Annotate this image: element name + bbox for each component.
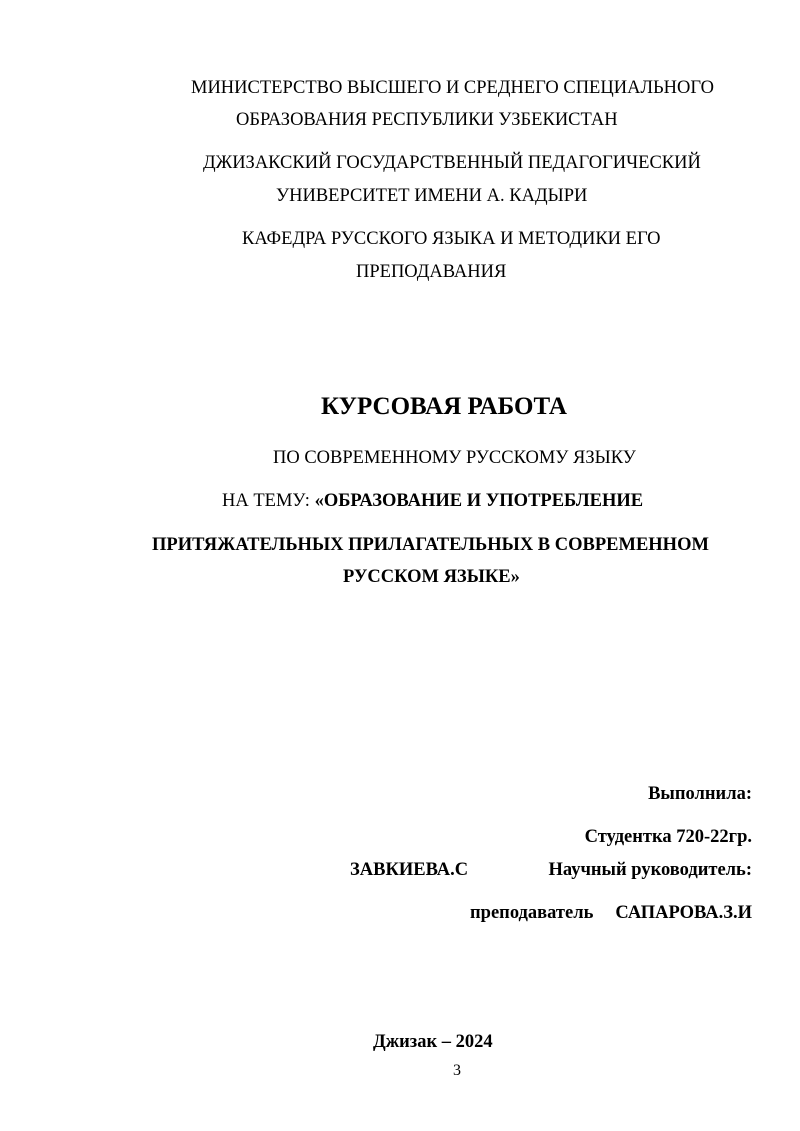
student-name: ЗАВКИЕВА.С [350, 860, 469, 880]
supervisor-name: САПАРОВА.З.И [615, 903, 752, 923]
page-number: 3 [453, 1062, 461, 1079]
department-line-1: КАФЕДРА РУССКОГО ЯЗЫКА И МЕТОДИКИ ЕГО [242, 229, 661, 249]
work-topic-line-1 [222, 492, 643, 511]
department-line-2: ПРЕПОДАВАНИЯ [356, 262, 507, 282]
completed-by-label: Выполнила: [648, 784, 752, 804]
university-line-1: ДЖИЗАКСКИЙ ГОСУДАРСТВЕННЫЙ ПЕДАГОГИЧЕСКИЙ [203, 153, 701, 173]
work-subject: ПО СОВРЕМЕННОМУ РУССКОМУ ЯЗЫКУ [273, 448, 636, 468]
student-group: Студентка 720-22гр. [584, 827, 752, 847]
topic-title-start: «ОБРАЗОВАНИЕ И УПОТРЕБЛЕНИЕ [314, 491, 644, 511]
ministry-line-1: МИНИСТЕРСТВО ВЫСШЕГО И СРЕДНЕГО СПЕЦИАЛЬНОГО [191, 78, 714, 98]
work-topic-line-2: ПРИТЯЖАТЕЛЬНЫХ ПРИЛАГАТЕЛЬНЫХ В СОВРЕМЕННОМ [152, 535, 709, 555]
ministry-line-2: ОБРАЗОВАНИЯ РЕСПУБЛИКИ УЗБЕКИСТАН [236, 110, 618, 130]
supervisor-label: Научный руководитель: [548, 860, 752, 880]
topic-prefix: НА ТЕМУ: [222, 491, 315, 511]
work-topic-line-3: РУССКОМ ЯЗЫКЕ» [343, 567, 520, 587]
university-line-2: УНИВЕРСИТЕТ ИМЕНИ А. КАДЫРИ [276, 186, 588, 206]
work-type-title: КУРСОВАЯ РАБОТА [321, 393, 567, 420]
city-year: Джизак – 2024 [373, 1032, 493, 1052]
supervisor-role: преподаватель [470, 903, 594, 923]
